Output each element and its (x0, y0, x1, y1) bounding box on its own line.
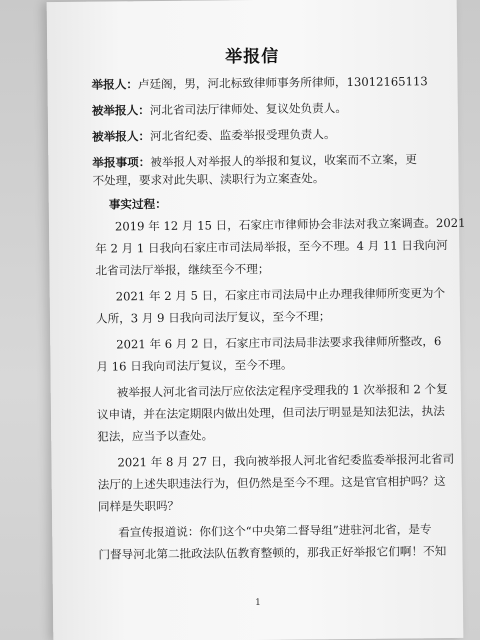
reporter-label: 举报人： (91, 77, 138, 92)
body-line: 2021 年 6 月 2 日，石家庄市司法局非法要求我律师所整改，6 (116, 334, 442, 352)
reporter-text: 卢廷阁，男，河北标致律师事务所律师，13012165113 (137, 74, 428, 92)
reported-text-2: 河北省纪委、监委举报受理负责人。 (149, 127, 336, 144)
reported-label-2: 被举报人： (91, 129, 151, 144)
body-line: 年 2 月 1 日我向石家庄市司法局举报，至今不理。4 月 11 日我向河 (95, 237, 448, 256)
body-line: 北省司法厅举报，继续至今不理； (95, 261, 270, 278)
matter-line-1 (92, 152, 417, 169)
body-line: 同样是失职吗？ (97, 498, 180, 514)
body-line: 人所，3 月 9 日我向司法厅复议，至今不理； (95, 309, 331, 326)
body-line: 看宣传报道说：你们这个“中央第二督导组”进驻河北省，是专 (118, 522, 432, 540)
document-title: 举报信 (225, 46, 280, 68)
matter-text-1: 被举报人对举报人的举报和复议，收案而不立案，更 (150, 152, 418, 170)
body-line: 月 16 日我向司法厅复议，至今不理。 (96, 357, 293, 374)
body-line: 2021 年 8 月 27 日，我向被举报人河北省纪委监委举报河北省司 (117, 451, 455, 470)
reported-line-2 (92, 127, 336, 144)
page-number: 1 (255, 597, 261, 609)
body-line: 议申请，并在法定期限内做出处理，但司法厅明显是知法犯法，执法 (96, 404, 445, 422)
facts-heading: 事实过程： (108, 196, 167, 212)
body-line: 2019 年 12 月 15 日，石家庄市律师协会非法对我立案调查。2021 (114, 215, 466, 234)
body-line: 2021 年 2 月 5 日，石家庄市司法局中止办理我律师所变更为个 (115, 286, 446, 304)
matter-line-2: 不处理，要求对此失职、渎职行为立案查处。 (92, 171, 325, 188)
reported-line-1 (92, 101, 347, 118)
matter-label: 举报事项： (92, 155, 151, 170)
body-line: 被举报人河北省司法厅应依法定程序受理我的 1 次举报和 2 个复 (116, 381, 448, 400)
body-line: 门督导河北第二批政法队伍教育整顿的，那我正好举报它们啊！不知 (98, 544, 447, 562)
reported-text-1: 河北省司法厅律师处、复议处负责人。 (149, 101, 347, 118)
reported-label-1: 被举报人： (91, 103, 150, 118)
document-page (47, 0, 464, 640)
body-line: 犯法，应当予以查处。 (97, 428, 214, 444)
body-line: 法厅的上述失职违法行为，但仍然是至今不理。这是官官相护吗？这 (97, 474, 446, 492)
reporter-line (91, 74, 427, 92)
